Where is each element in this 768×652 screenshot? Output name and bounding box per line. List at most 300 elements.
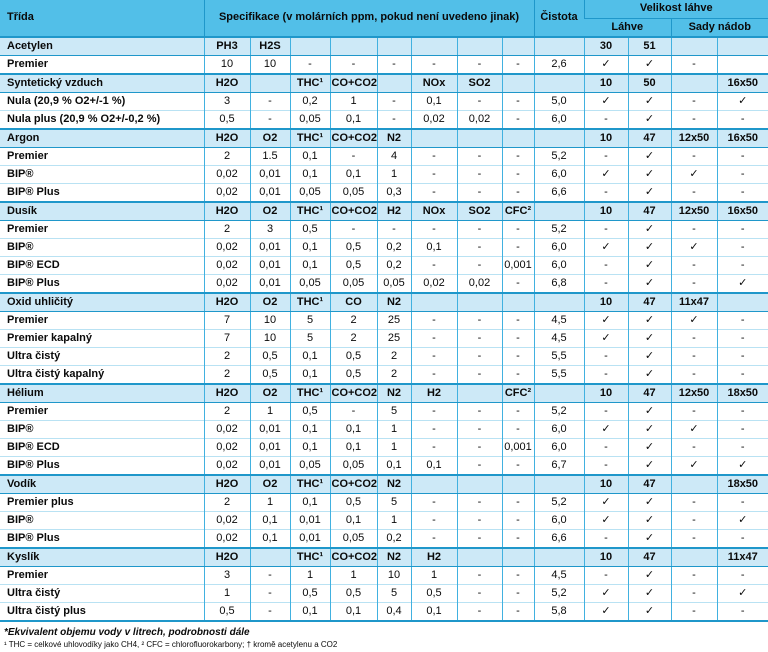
cell: - xyxy=(717,183,768,202)
cell: THC¹ xyxy=(290,548,330,567)
cell: 0,5 xyxy=(411,584,457,602)
cell: 0,2 xyxy=(377,256,411,274)
row-label: Premier xyxy=(0,220,204,238)
row-label: Hélium xyxy=(0,384,204,403)
cell: - xyxy=(457,493,502,511)
cell: - xyxy=(671,274,717,293)
cell: 5 xyxy=(377,493,411,511)
cell: H2 xyxy=(377,202,411,221)
check-icon: ✓ xyxy=(628,92,671,110)
check-icon: ✓ xyxy=(584,165,628,183)
cell xyxy=(671,548,717,567)
cell: - xyxy=(330,402,377,420)
cell: 0,5 xyxy=(330,365,377,384)
cell xyxy=(534,129,584,148)
cell: - xyxy=(457,165,502,183)
cell: 47 xyxy=(628,202,671,221)
cell: - xyxy=(250,602,290,621)
cell xyxy=(377,74,411,93)
cell: 18x50 xyxy=(717,384,768,403)
check-icon: ✓ xyxy=(628,566,671,584)
cell: 10 xyxy=(584,129,628,148)
check-icon: ✓ xyxy=(628,456,671,475)
cell: 0,1 xyxy=(290,493,330,511)
cell: - xyxy=(330,55,377,74)
row-label: Ultra čistý xyxy=(0,347,204,365)
check-icon: ✓ xyxy=(628,402,671,420)
check-icon: ✓ xyxy=(671,165,717,183)
cell: 2,6 xyxy=(534,55,584,74)
cell: - xyxy=(502,92,534,110)
cell: N2 xyxy=(377,129,411,148)
cell: THC¹ xyxy=(290,129,330,148)
cell: H2O xyxy=(204,475,250,494)
check-icon: ✓ xyxy=(628,329,671,347)
check-icon: ✓ xyxy=(628,147,671,165)
table-row xyxy=(0,456,768,475)
cell xyxy=(502,74,534,93)
cell: - xyxy=(502,602,534,621)
cell: 0,1 xyxy=(250,529,290,548)
cell xyxy=(534,202,584,221)
cell: - xyxy=(457,456,502,475)
cell: 0,01 xyxy=(250,183,290,202)
cell xyxy=(502,293,534,312)
cell: - xyxy=(330,220,377,238)
cell xyxy=(671,74,717,93)
cell: 5,2 xyxy=(534,220,584,238)
cell: 5,2 xyxy=(534,584,584,602)
check-icon: ✓ xyxy=(628,311,671,329)
row-label: Kyslík xyxy=(0,548,204,567)
table-row xyxy=(0,110,768,129)
cell: 11x47 xyxy=(717,548,768,567)
cell: 1 xyxy=(290,566,330,584)
cell: - xyxy=(584,402,628,420)
cell: - xyxy=(502,311,534,329)
cell: - xyxy=(411,256,457,274)
cell: - xyxy=(411,55,457,74)
cell: - xyxy=(502,529,534,548)
cell: - xyxy=(717,329,768,347)
cell: - xyxy=(502,183,534,202)
check-icon: ✓ xyxy=(628,220,671,238)
check-icon: ✓ xyxy=(628,55,671,74)
cell: 10 xyxy=(584,202,628,221)
cell: 0,02 xyxy=(204,420,250,438)
cell: - xyxy=(717,566,768,584)
cell: 10 xyxy=(377,566,411,584)
check-icon: ✓ xyxy=(628,110,671,129)
cell: H2O xyxy=(204,202,250,221)
cell: 1 xyxy=(250,402,290,420)
cell: - xyxy=(457,347,502,365)
row-label: Premier xyxy=(0,55,204,74)
cell: 0,1 xyxy=(290,256,330,274)
cell: 2 xyxy=(204,493,250,511)
cell: H2O xyxy=(204,548,250,567)
cell: 0,05 xyxy=(330,274,377,293)
table-row xyxy=(0,511,768,529)
cell: 1 xyxy=(330,92,377,110)
check-icon: ✓ xyxy=(671,311,717,329)
cell: - xyxy=(717,347,768,365)
cell: 0,1 xyxy=(330,165,377,183)
cell: 0,02 xyxy=(411,110,457,129)
cell: 0,02 xyxy=(204,438,250,456)
row-label: Nula (20,9 % O2+/-1 %) xyxy=(0,92,204,110)
cell: CFC² xyxy=(502,384,534,403)
cell: - xyxy=(457,55,502,74)
row-label: Ultra čistý xyxy=(0,584,204,602)
cell: - xyxy=(717,365,768,384)
cell xyxy=(717,293,768,312)
cell: 0,1 xyxy=(411,238,457,256)
cell: 50 xyxy=(628,74,671,93)
cell xyxy=(534,293,584,312)
cell: - xyxy=(411,147,457,165)
cell: 10 xyxy=(584,293,628,312)
cell: 0,01 xyxy=(250,238,290,256)
category-row xyxy=(0,202,768,221)
row-label: BIP® Plus xyxy=(0,456,204,475)
cell xyxy=(457,384,502,403)
cell: - xyxy=(584,256,628,274)
cell: O2 xyxy=(250,202,290,221)
check-icon: ✓ xyxy=(628,493,671,511)
cell: - xyxy=(411,529,457,548)
cell xyxy=(457,475,502,494)
cell xyxy=(377,37,411,56)
cell: CO xyxy=(330,293,377,312)
cell: 0,01 xyxy=(250,438,290,456)
cell: - xyxy=(584,529,628,548)
cell: 6,6 xyxy=(534,529,584,548)
cell: - xyxy=(502,584,534,602)
row-label: BIP® ECD xyxy=(0,256,204,274)
cell: PH3 xyxy=(204,37,250,56)
cell: 0,05 xyxy=(377,274,411,293)
cell: 0,1 xyxy=(377,456,411,475)
cell: 2 xyxy=(204,365,250,384)
row-label: Premier xyxy=(0,566,204,584)
cell: - xyxy=(502,147,534,165)
check-icon: ✓ xyxy=(628,438,671,456)
cell: - xyxy=(584,147,628,165)
cell: - xyxy=(502,493,534,511)
check-icon: ✓ xyxy=(717,511,768,529)
cell: 6,8 xyxy=(534,274,584,293)
cell: 0,02 xyxy=(457,274,502,293)
cell xyxy=(502,129,534,148)
check-icon: ✓ xyxy=(628,183,671,202)
cell: 0,01 xyxy=(250,456,290,475)
cell: - xyxy=(717,529,768,548)
cell: 5,5 xyxy=(534,365,584,384)
cell: - xyxy=(457,511,502,529)
cell: - xyxy=(411,511,457,529)
table-row xyxy=(0,584,768,602)
cell: - xyxy=(502,55,534,74)
cell: - xyxy=(671,110,717,129)
check-icon: ✓ xyxy=(671,456,717,475)
cell: 5,5 xyxy=(534,347,584,365)
cell xyxy=(717,37,768,56)
cell: - xyxy=(457,420,502,438)
cell: 0,1 xyxy=(290,438,330,456)
cell: H2S xyxy=(250,37,290,56)
cell: 47 xyxy=(628,293,671,312)
cell xyxy=(457,548,502,567)
cell: - xyxy=(411,329,457,347)
cell: 6,0 xyxy=(534,256,584,274)
check-icon: ✓ xyxy=(584,329,628,347)
cell xyxy=(250,74,290,93)
cell: 0,02 xyxy=(204,274,250,293)
cell: NOx xyxy=(411,74,457,93)
check-icon: ✓ xyxy=(584,311,628,329)
cell: - xyxy=(377,92,411,110)
check-icon: ✓ xyxy=(628,365,671,384)
cell: - xyxy=(671,438,717,456)
cell: - xyxy=(411,183,457,202)
col-header-specifikace: Specifikace (v molárních ppm, pokud není uvedeno jinak) xyxy=(204,0,534,37)
cell: - xyxy=(717,220,768,238)
cell: 10 xyxy=(584,384,628,403)
cell: 2 xyxy=(330,329,377,347)
row-label: Ultra čistý plus xyxy=(0,602,204,621)
cell: - xyxy=(290,55,330,74)
cell: 10 xyxy=(250,55,290,74)
cell: 0,05 xyxy=(330,183,377,202)
table-row xyxy=(0,55,768,74)
cell: N2 xyxy=(377,475,411,494)
table-row xyxy=(0,365,768,384)
cell xyxy=(534,475,584,494)
cell: 0,1 xyxy=(330,110,377,129)
row-label: Argon xyxy=(0,129,204,148)
cell: 1 xyxy=(330,566,377,584)
cell: - xyxy=(502,220,534,238)
cell: H2O xyxy=(204,129,250,148)
cell: 4,5 xyxy=(534,329,584,347)
row-label: Premier xyxy=(0,311,204,329)
cell: 11x47 xyxy=(671,293,717,312)
cell: 18x50 xyxy=(717,475,768,494)
cell: 4 xyxy=(377,147,411,165)
cell: 6,0 xyxy=(534,420,584,438)
cell xyxy=(250,548,290,567)
cell: 0,5 xyxy=(330,238,377,256)
cell: CO+CO2 xyxy=(330,129,377,148)
cell: 3 xyxy=(250,220,290,238)
cell: - xyxy=(502,365,534,384)
cell: - xyxy=(671,493,717,511)
cell: - xyxy=(250,92,290,110)
cell: - xyxy=(411,402,457,420)
cell: - xyxy=(502,402,534,420)
category-row xyxy=(0,129,768,148)
cell xyxy=(290,37,330,56)
cell: - xyxy=(671,529,717,548)
cell: - xyxy=(457,438,502,456)
cell: - xyxy=(671,402,717,420)
cell: 6,7 xyxy=(534,456,584,475)
cell: - xyxy=(377,110,411,129)
category-row xyxy=(0,475,768,494)
cell xyxy=(457,129,502,148)
cell: 5 xyxy=(377,584,411,602)
cell: 0,02 xyxy=(204,456,250,475)
cell: - xyxy=(502,566,534,584)
row-label: BIP® xyxy=(0,238,204,256)
cell: 0,4 xyxy=(377,602,411,621)
cell: 0,02 xyxy=(204,511,250,529)
cell: - xyxy=(584,183,628,202)
check-icon: ✓ xyxy=(628,165,671,183)
cell: 7 xyxy=(204,311,250,329)
table-row xyxy=(0,329,768,347)
cell: - xyxy=(457,238,502,256)
cell: 0,01 xyxy=(250,256,290,274)
cell: - xyxy=(411,165,457,183)
row-label: Vodík xyxy=(0,475,204,494)
cell: 0,3 xyxy=(377,183,411,202)
cell: 16x50 xyxy=(717,74,768,93)
cell: - xyxy=(457,602,502,621)
table-header xyxy=(0,0,768,37)
col-header-velikost-lahve: Velikost láhve xyxy=(584,0,768,18)
row-label: Syntetický vzduch xyxy=(0,74,204,93)
cell: H2 xyxy=(411,548,457,567)
cell: 0,5 xyxy=(330,493,377,511)
cell: - xyxy=(411,220,457,238)
cell xyxy=(502,548,534,567)
cell: CO+CO2 xyxy=(330,202,377,221)
cell: - xyxy=(584,566,628,584)
cell: - xyxy=(671,147,717,165)
cell: 0,001 xyxy=(502,256,534,274)
cell: 5,2 xyxy=(534,147,584,165)
cell: 0,05 xyxy=(290,183,330,202)
table-row xyxy=(0,274,768,293)
cell: 10 xyxy=(250,329,290,347)
cell: - xyxy=(502,420,534,438)
cell: 0,1 xyxy=(290,165,330,183)
cell: - xyxy=(584,365,628,384)
cell: - xyxy=(457,529,502,548)
check-icon: ✓ xyxy=(717,92,768,110)
cell: 10 xyxy=(584,475,628,494)
cell: - xyxy=(717,311,768,329)
cell: O2 xyxy=(250,129,290,148)
cell: 0,02 xyxy=(204,529,250,548)
table-row xyxy=(0,238,768,256)
cell: 47 xyxy=(628,129,671,148)
cell: CO+CO2 xyxy=(330,475,377,494)
cell: - xyxy=(584,456,628,475)
cell: 12x50 xyxy=(671,129,717,148)
cell: - xyxy=(377,220,411,238)
check-icon: ✓ xyxy=(584,511,628,529)
cell: 0,1 xyxy=(290,365,330,384)
cell: THC¹ xyxy=(290,202,330,221)
cell: - xyxy=(584,438,628,456)
cell: 0,1 xyxy=(411,92,457,110)
check-icon: ✓ xyxy=(628,584,671,602)
cell xyxy=(534,74,584,93)
table-row xyxy=(0,92,768,110)
col-header-cistota: Čistota xyxy=(534,0,584,37)
cell: 0,5 xyxy=(290,584,330,602)
cell: - xyxy=(717,256,768,274)
check-icon: ✓ xyxy=(584,420,628,438)
table-row xyxy=(0,165,768,183)
cell xyxy=(411,37,457,56)
cell: 0,02 xyxy=(457,110,502,129)
cell: 0,5 xyxy=(250,365,290,384)
check-icon: ✓ xyxy=(584,602,628,621)
cell: 0,05 xyxy=(330,529,377,548)
row-label: BIP® xyxy=(0,165,204,183)
cell: - xyxy=(457,183,502,202)
check-icon: ✓ xyxy=(584,55,628,74)
cell: - xyxy=(411,365,457,384)
cell xyxy=(502,37,534,56)
cell: - xyxy=(457,220,502,238)
cell: 1 xyxy=(377,511,411,529)
footnote-equivalent: *Ekvivalent objemu vody v litrech, podrobnosti dále xyxy=(4,626,250,638)
cell: 1 xyxy=(411,566,457,584)
cell: - xyxy=(671,365,717,384)
table-row xyxy=(0,420,768,438)
cell: 5 xyxy=(377,402,411,420)
cell: THC¹ xyxy=(290,293,330,312)
cell: 0,5 xyxy=(290,402,330,420)
cell: - xyxy=(457,311,502,329)
cell: 0,01 xyxy=(290,529,330,548)
cell: - xyxy=(671,347,717,365)
check-icon: ✓ xyxy=(717,456,768,475)
row-label: BIP® ECD xyxy=(0,438,204,456)
cell: - xyxy=(717,438,768,456)
cell: NOx xyxy=(411,202,457,221)
table-row xyxy=(0,256,768,274)
cell: - xyxy=(502,238,534,256)
cell: 0,05 xyxy=(290,274,330,293)
cell xyxy=(534,384,584,403)
table-body xyxy=(0,37,768,621)
cell: - xyxy=(717,165,768,183)
cell: 0,5 xyxy=(204,110,250,129)
cell: - xyxy=(584,220,628,238)
row-label: Nula plus (20,9 % O2+/-0,2 %) xyxy=(0,110,204,129)
cell: - xyxy=(457,365,502,384)
cell: - xyxy=(330,147,377,165)
cell: 2 xyxy=(377,365,411,384)
row-label: Acetylen xyxy=(0,37,204,56)
cell: 6,0 xyxy=(534,238,584,256)
cell: O2 xyxy=(250,293,290,312)
cell: - xyxy=(717,493,768,511)
cell: 2 xyxy=(204,220,250,238)
cell: 6,0 xyxy=(534,511,584,529)
cell: 0,01 xyxy=(290,511,330,529)
cell: 1.5 xyxy=(250,147,290,165)
cell: - xyxy=(671,220,717,238)
cell: - xyxy=(502,456,534,475)
table-row xyxy=(0,566,768,584)
